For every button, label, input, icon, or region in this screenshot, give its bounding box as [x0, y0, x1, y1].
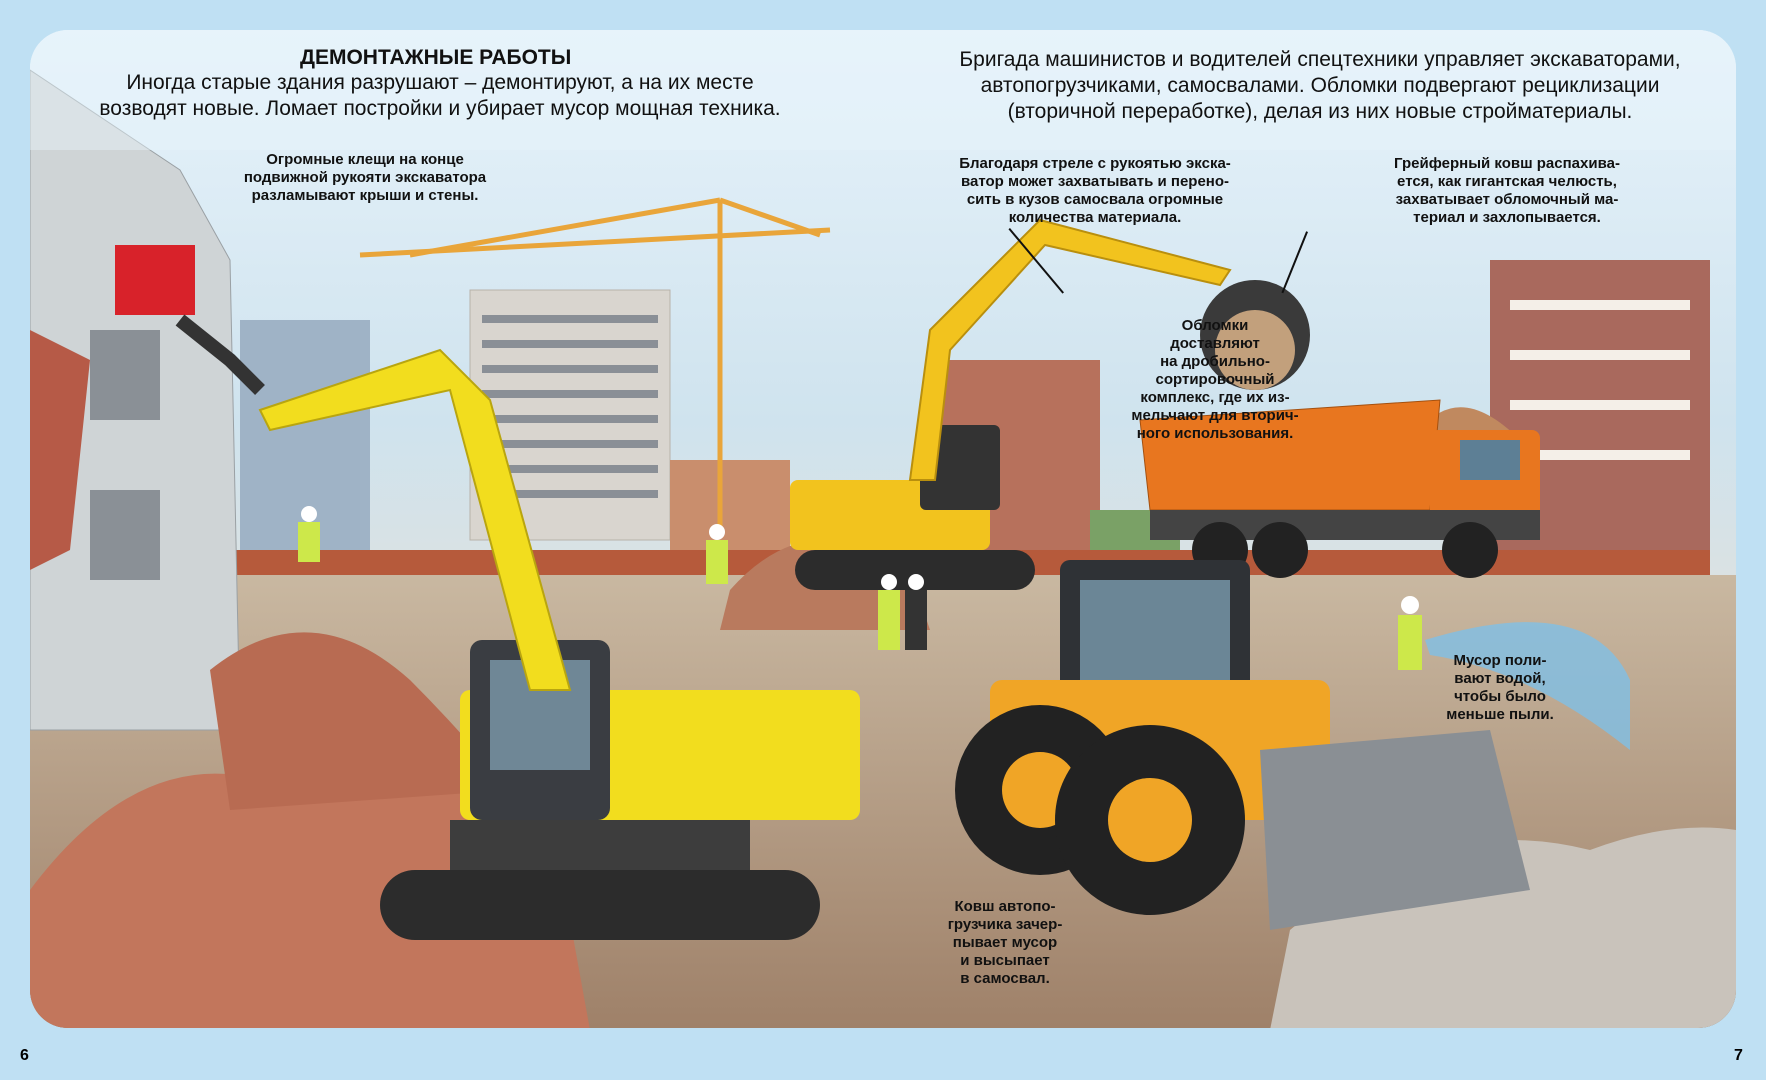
caption-line: териал и захлопывается. — [1413, 209, 1601, 226]
caption-line: комплекс, где их из- — [1140, 389, 1290, 406]
caption-line: грузчика зачер- — [947, 916, 1063, 933]
caption-line: чтобы было — [1454, 688, 1546, 705]
caption-bucket — [930, 898, 1080, 988]
caption-line: количества материала. — [1008, 209, 1182, 226]
intro-right-line: (вторичной переработке), делая из них новые стройматериалы. — [1007, 100, 1633, 123]
caption-line: Обломки — [1181, 317, 1249, 334]
page-title: ДЕМОНТАЖНЫЕ РАБОТЫ — [300, 46, 572, 69]
intro-right-line: автопогрузчиками, самосвалами. Обломки подвергают рециклизации — [980, 74, 1660, 97]
caption-line: Грейферный ковш распахива- — [1394, 155, 1620, 172]
caption-boom — [935, 155, 1255, 227]
caption-grab — [1362, 155, 1652, 227]
caption-line: доставляют — [1170, 335, 1260, 352]
caption-line: подвижной рукояти экскаватора — [243, 169, 487, 186]
caption-line: и высыпает — [960, 952, 1050, 969]
caption-debris — [1105, 317, 1325, 443]
caption-line: захватывает обломочный ма- — [1395, 191, 1619, 208]
intro-left-line: возводят новые. Ломает постройки и убирает мусор мощная техника. — [99, 97, 781, 120]
caption-line: пывает мусор — [952, 934, 1058, 951]
caption-line: сортировочный — [1155, 371, 1275, 388]
caption-line: сить в кузов самосвала огромные — [966, 191, 1224, 208]
caption-line: меньше пыли. — [1446, 706, 1554, 723]
intro-left — [60, 70, 820, 122]
caption-line: Благодаря стреле с рукоятью экска- — [959, 155, 1231, 172]
caption-water — [1425, 652, 1575, 724]
caption-line: Огромные клещи на конце — [266, 151, 464, 168]
caption-line: Мусор поли- — [1453, 652, 1547, 669]
caption-line: мельчают для вторич- — [1131, 407, 1299, 424]
caption-line: ется, как гигантская челюсть, — [1397, 173, 1617, 190]
caption-line: Ковш автопо- — [954, 898, 1056, 915]
caption-line: ватор может захватывать и перено- — [960, 173, 1230, 190]
page-number-right: 7 — [1734, 1047, 1743, 1064]
caption-line: на дробильно- — [1160, 353, 1270, 370]
caption-line: вают водой, — [1454, 670, 1546, 687]
intro-right — [940, 47, 1700, 125]
caption-line: разламывают крыши и стены. — [251, 187, 479, 204]
demolition-claws — [115, 245, 195, 315]
intro-right-line: Бригада машинистов и водителей спецтехники управляет экскаваторами, — [959, 48, 1681, 71]
page-number-left: 6 — [20, 1047, 29, 1064]
caption-claws — [200, 151, 530, 205]
caption-line: ного использования. — [1136, 425, 1294, 442]
intro-left-line: Иногда старые здания разрушают – демонтируют, а на их месте — [126, 71, 754, 94]
caption-line: в самосвал. — [960, 970, 1050, 987]
